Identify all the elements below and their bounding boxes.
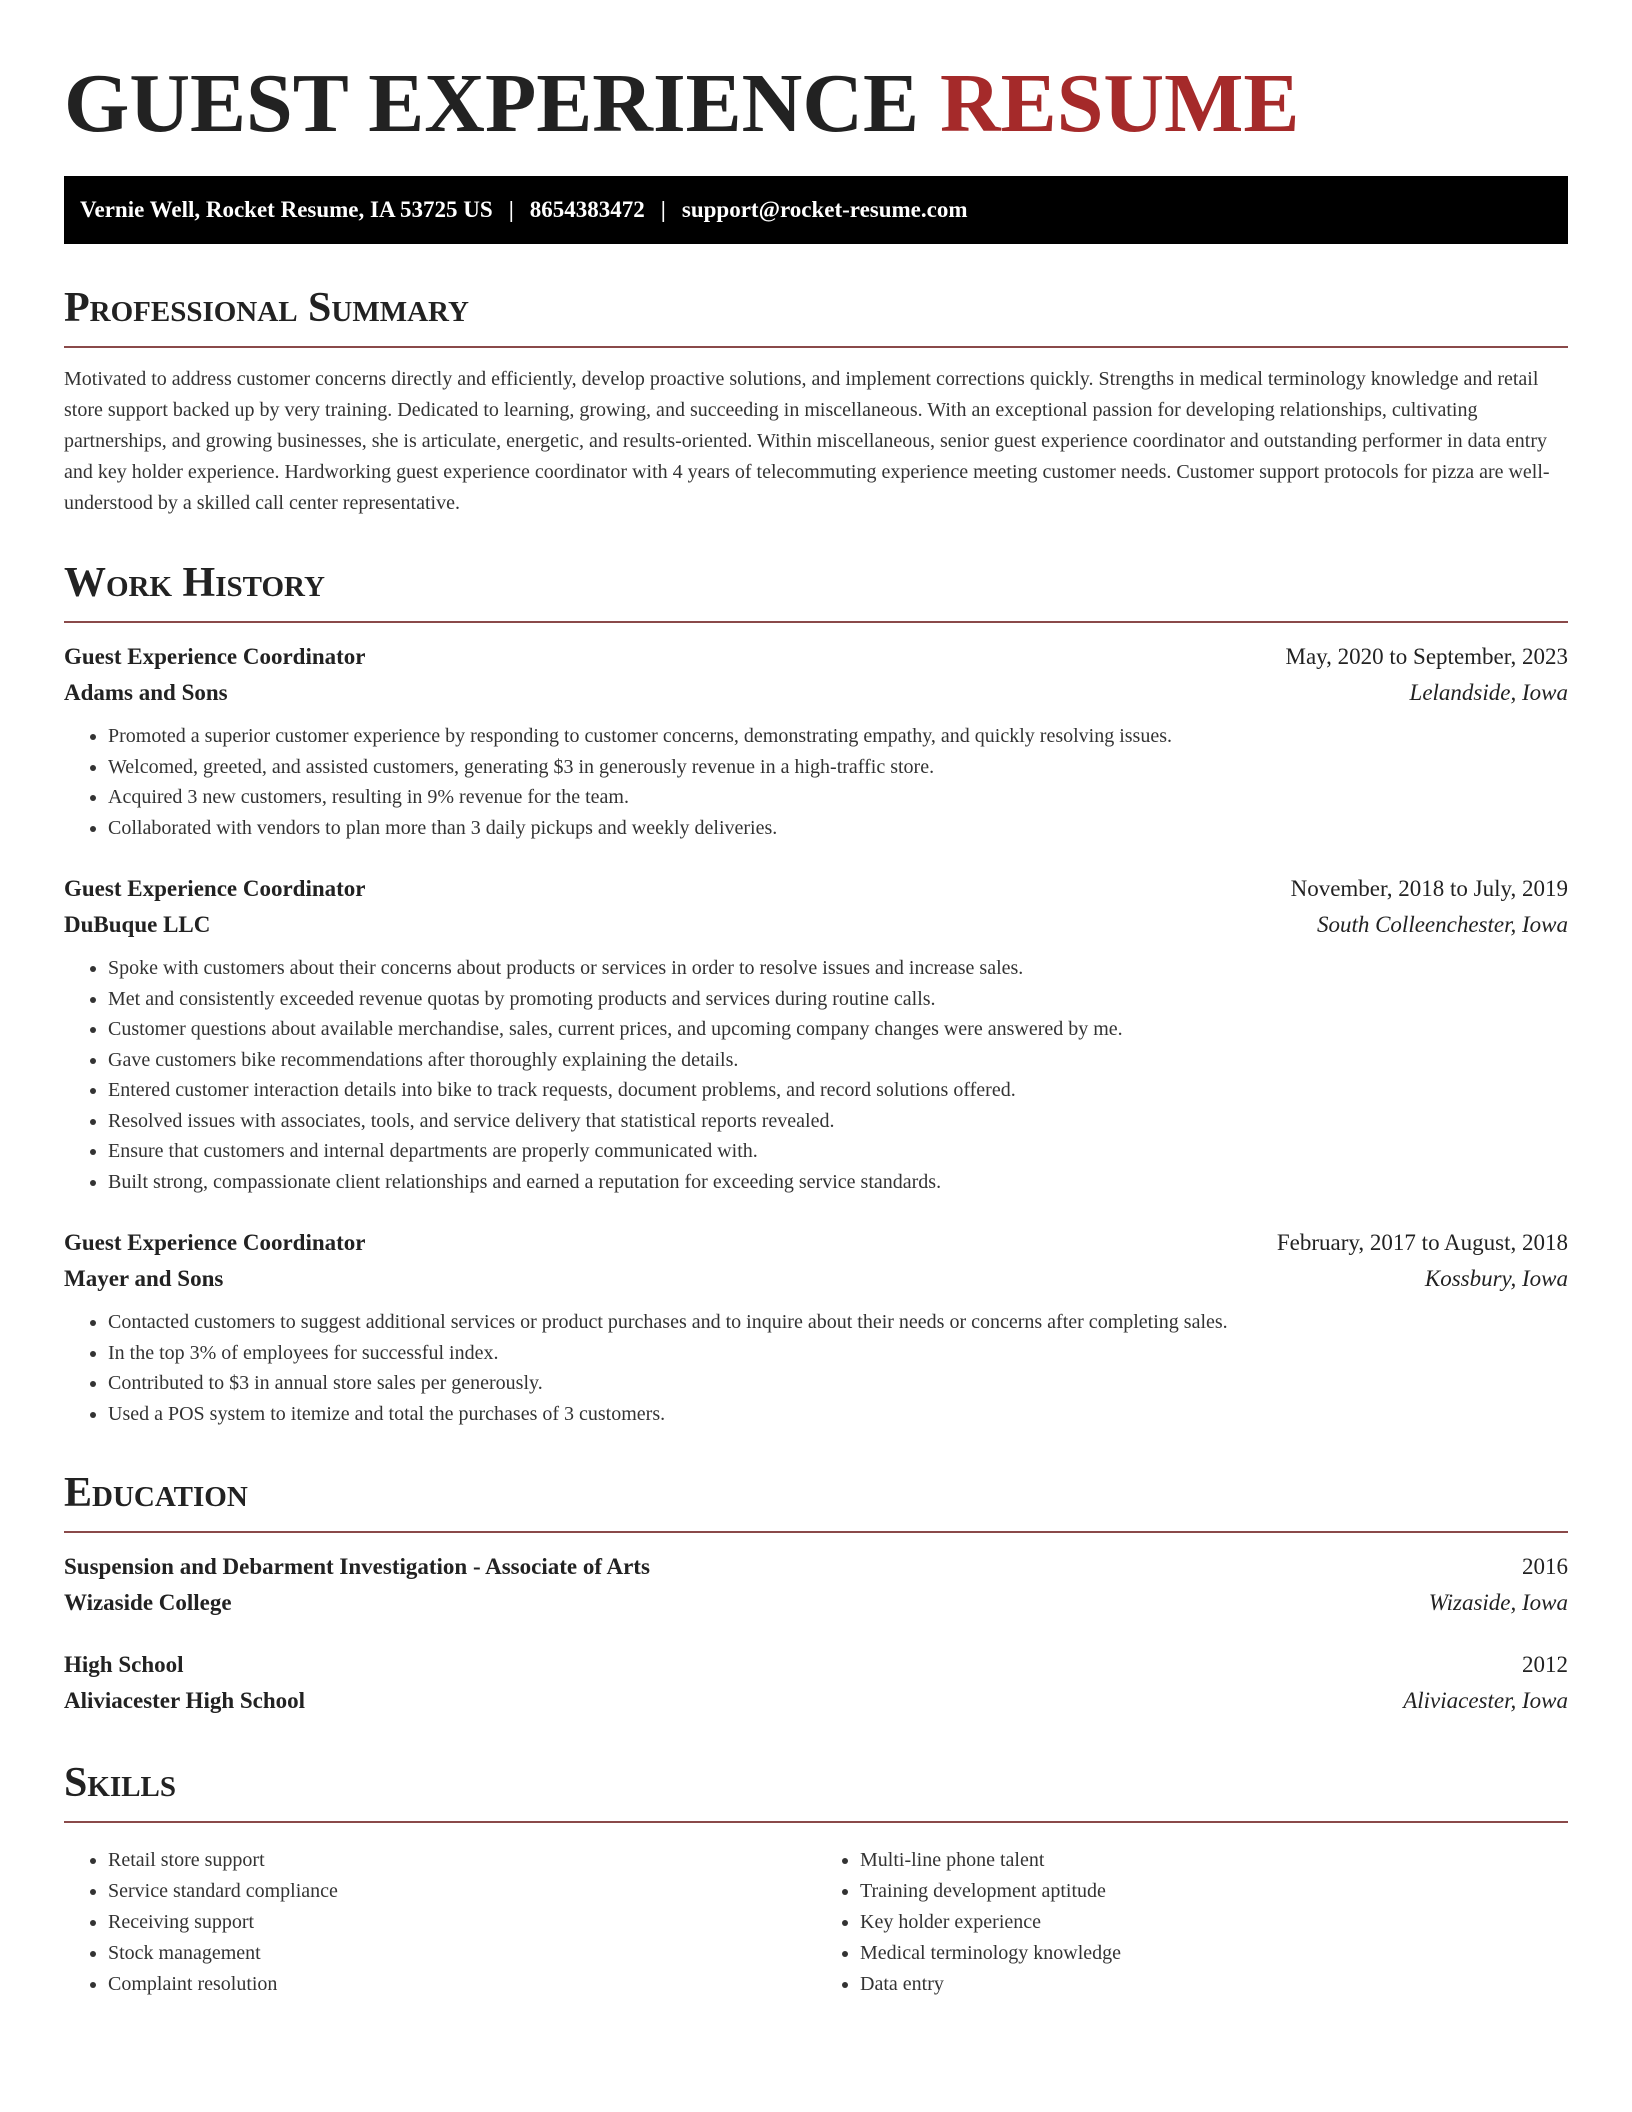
education-entry <box>64 1549 1568 1621</box>
job-company: DuBuque LLC <box>64 912 211 937</box>
job-dates: February, 2017 to August, 2018 <box>1276 1230 1568 1255</box>
skill-item: • Complaint resolution <box>108 1969 816 2000</box>
job-entry <box>64 1225 1568 1429</box>
contact-address: Vernie Well, Rocket Resume, IA 53725 US <box>80 197 493 222</box>
section-divider <box>64 621 1568 623</box>
section-divider <box>64 1821 1568 1823</box>
job-bullet: • Contacted customers to suggest additional services or product purchases and to inquire about their needs or concerns after completing sales. <box>108 1307 1568 1338</box>
skill-item: • Key holder experience <box>860 1907 1568 1938</box>
job-title: Guest Experience Coordinator <box>64 1230 366 1255</box>
job-entry <box>64 639 1568 843</box>
job-dates: November, 2018 to July, 2019 <box>1290 876 1568 901</box>
summary-heading: Professional Summary <box>64 285 469 331</box>
skill-item: • Data entry <box>860 1969 1568 2000</box>
education-year: 2016 <box>1522 1554 1568 1579</box>
skill-item: • Service standard compliance <box>108 1876 816 1907</box>
skill-item: • Multi-line phone talent <box>860 1845 1568 1876</box>
job-bullet: • Acquired 3 new customers, resulting in 9% revenue for the team. <box>108 782 1568 813</box>
summary-text: Motivated to address customer concerns directly and efficiently, develop proactive solutions, and implement corrections quickly. Strengths in medical terminology knowledge and retail store support backed up by very training. Dedicated to learning, growing, and succeeding in miscellaneous. With an exceptional passion for developing relationships, cultivating partnerships, and growing businesses, she is articulate, energetic, and results-oriented. Within miscellaneous, senior guest experience coordinator and outstanding performer in data entry and key holder experience. Hardworking guest experience coordinator with 4 years of telecommuting experience meeting customer needs. Customer support protocols for pizza are well-understood by a skilled call center representative. <box>64 368 1550 514</box>
job-bullet: • In the top 3% of employees for successful index. <box>108 1338 1568 1369</box>
job-entry <box>64 871 1568 1197</box>
job-location: South Colleenchester, Iowa <box>1316 912 1568 937</box>
job-bullet: • Spoke with customers about their concerns about products or services in order to resolve issues and increase sales. <box>108 953 1568 984</box>
education-school: Wizaside College <box>64 1590 232 1615</box>
job-location: Kossbury, Iowa <box>1424 1266 1568 1291</box>
job-bullet: • Promoted a superior customer experience by responding to customer concerns, demonstrating empathy, and quickly resolving issues. <box>108 721 1568 752</box>
contact-separator: | <box>660 197 666 222</box>
education-location: Wizaside, Iowa <box>1428 1590 1568 1615</box>
skill-item: • Receiving support <box>108 1907 816 1938</box>
resume-title <box>64 56 1568 152</box>
section-divider <box>64 346 1568 348</box>
skills-column-left <box>64 1845 816 2000</box>
job-title: Guest Experience Coordinator <box>64 644 366 669</box>
education-entry <box>64 1647 1568 1719</box>
job-bullet: • Entered customer interaction details into bike to track requests, document problems, and record solutions offered. <box>108 1075 1568 1106</box>
job-bullet: • Gave customers bike recommendations after thoroughly explaining the details. <box>108 1045 1568 1076</box>
job-bullet: • Ensure that customers and internal departments are properly communicated with. <box>108 1136 1568 1167</box>
skills-column-right <box>816 1845 1568 2000</box>
job-title: Guest Experience Coordinator <box>64 876 366 901</box>
job-bullet: • Collaborated with vendors to plan more than 3 daily pickups and weekly deliveries. <box>108 813 1568 844</box>
section-divider <box>64 1531 1568 1533</box>
job-bullet: • Welcomed, greeted, and assisted customers, generating $3 in generously revenue in a high-traffic store. <box>108 752 1568 783</box>
contact-email: support@rocket-resume.com <box>681 197 968 222</box>
work-history-heading: Work History <box>64 560 325 606</box>
education-location: Aliviacester, Iowa <box>1403 1688 1568 1713</box>
job-company: Adams and Sons <box>64 680 228 705</box>
skill-item: • Medical terminology knowledge <box>860 1938 1568 1969</box>
contact-bar <box>64 176 1568 244</box>
education-degree: High School <box>64 1652 184 1677</box>
job-bullet: • Customer questions about available merchandise, sales, current prices, and upcoming company changes were answered by me. <box>108 1014 1568 1045</box>
job-location: Lelandside, Iowa <box>1409 680 1568 705</box>
title-main: GUEST EXPERIENCE <box>64 57 920 150</box>
job-bullet: • Contributed to $3 in annual store sales per generously. <box>108 1368 1568 1399</box>
job-bullet: • Met and consistently exceeded revenue quotas by promoting products and services during routine calls. <box>108 984 1568 1015</box>
job-dates: May, 2020 to September, 2023 <box>1285 644 1568 669</box>
education-school: Aliviacester High School <box>64 1688 306 1713</box>
job-bullets <box>64 1307 1568 1429</box>
job-bullet: • Used a POS system to itemize and total the purchases of 3 customers. <box>108 1399 1568 1430</box>
job-bullets <box>64 721 1568 843</box>
job-company: Mayer and Sons <box>64 1266 224 1291</box>
skills-list <box>64 1839 1568 2000</box>
skills-heading: Skills <box>64 1760 177 1806</box>
title-accent: RESUME <box>940 57 1300 150</box>
education-year: 2012 <box>1522 1652 1568 1677</box>
contact-separator: | <box>508 197 514 222</box>
job-bullet: • Built strong, compassionate client relationships and earned a reputation for exceeding service standards. <box>108 1167 1568 1198</box>
contact-phone: 8654383472 <box>529 197 645 222</box>
education-heading: Education <box>64 1470 248 1516</box>
job-bullet: • Resolved issues with associates, tools, and service delivery that statistical reports revealed. <box>108 1106 1568 1137</box>
skill-item: • Stock management <box>108 1938 816 1969</box>
skill-item: • Training development aptitude <box>860 1876 1568 1907</box>
job-bullets <box>64 953 1568 1197</box>
education-degree: Suspension and Debarment Investigation - Associate of Arts <box>64 1554 650 1579</box>
skill-item: • Retail store support <box>108 1845 816 1876</box>
